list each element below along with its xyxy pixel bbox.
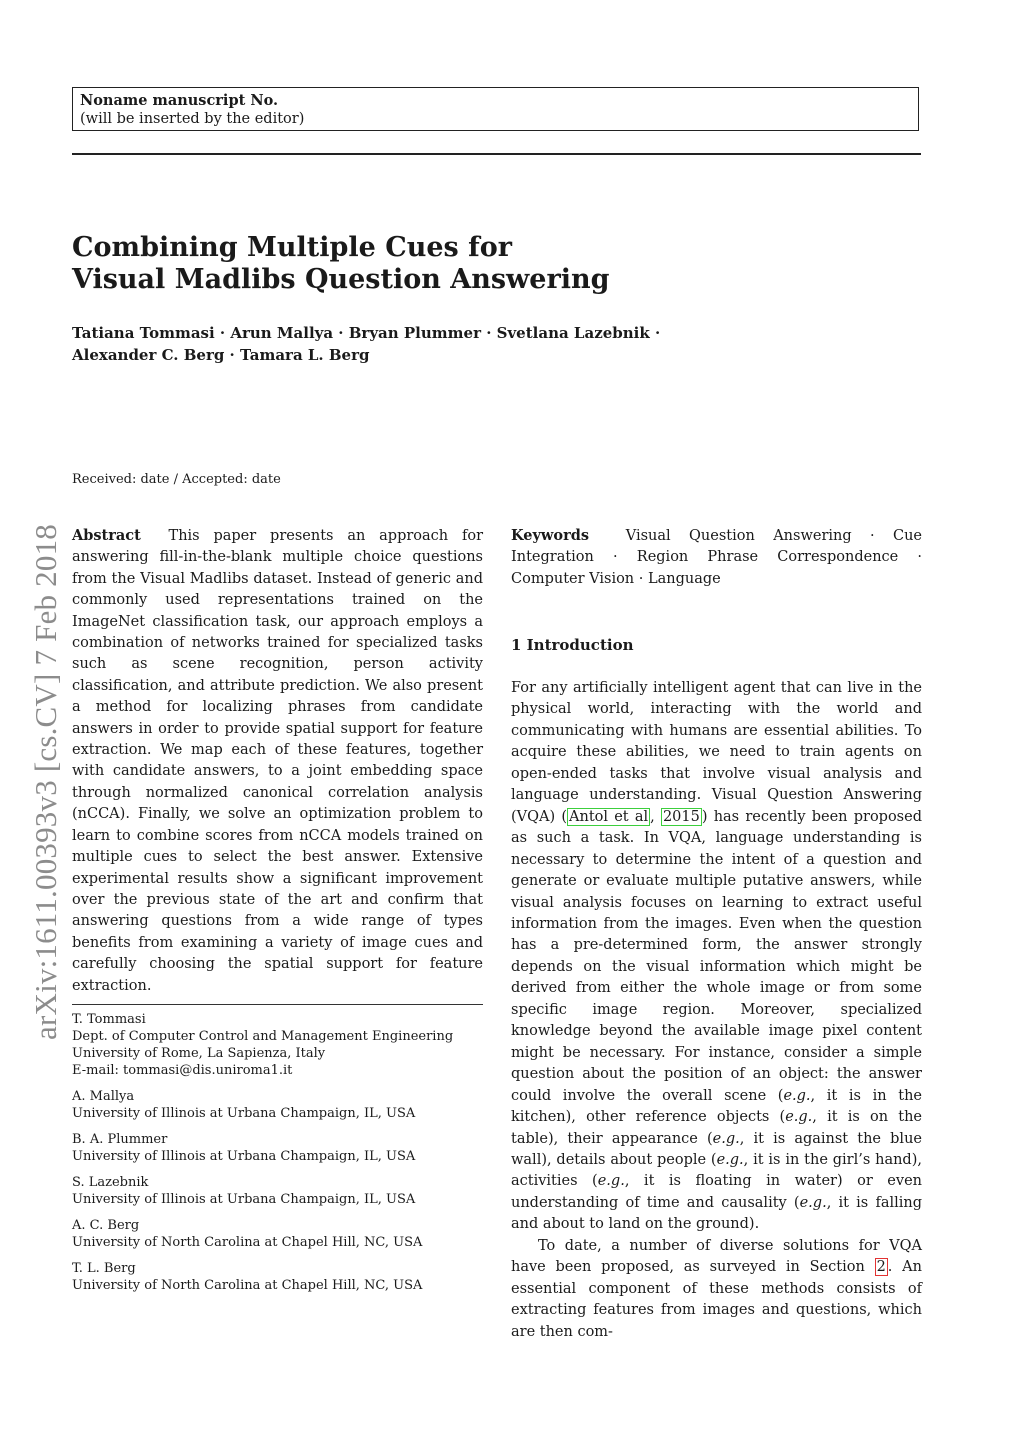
- abstract-label: Abstract: [72, 527, 141, 544]
- affiliation-line: University of North Carolina at Chapel Hill, NC, USA: [72, 1278, 423, 1293]
- section-ref-link[interactable]: [875, 1258, 888, 1276]
- citation-author[interactable]: Antol et al: [569, 808, 649, 825]
- affiliations: [72, 1011, 483, 1303]
- abstract-text: This paper presents an approach for answering fill-in-the-blank multiple choice questions from the Visual Madlibs dataset. Instead of generic and commonly used representations trained on the ImageNet classification task, our approach employs a combination of networks trained for specialized tasks such as scene recognition, person activity classification, and attribute prediction. We also present a method for localizing phrases from candidate answers in order to provide spatial support for feature extraction. We map each of these features, together with candidate answers, to a joint embedding space through normalized canonical correlation analysis (nCCA). Finally, we solve an optimization problem to learn to combine scores from nCCA models trained on multiple cues to select the best answer. Extensive experimental results show a significant improvement over the previous state of the art and confirm that answering questions from a wide range of types benefits from examining a variety of image cues and carefully choosing the spatial support for feature extraction.: [72, 528, 484, 994]
- citation-year[interactable]: 2015: [662, 808, 700, 825]
- affiliation-name: B. A. Plummer: [72, 1132, 168, 1147]
- affiliation-block: [72, 1088, 483, 1122]
- affiliation-name: A. Mallya: [72, 1089, 135, 1104]
- intro-text: , it is in the girl’s hand), activities (: [511, 1151, 922, 1190]
- intro-text: , it is in the kitchen), other reference objects (: [511, 1087, 922, 1126]
- citation-link-antol[interactable]: [567, 808, 650, 826]
- editor-note: (will be inserted by the editor): [80, 111, 305, 127]
- eg-abbrev: e.g.: [783, 1087, 811, 1104]
- arxiv-stamp[interactable]: arXiv:1611.00393v3 [cs.CV] 7 Feb 2018: [28, 524, 63, 1040]
- section-heading-introduction: 1 Introduction: [511, 636, 634, 654]
- manuscript-number: Noname manuscript No.: [80, 92, 279, 109]
- received-date: Received: date / Accepted: date: [72, 472, 281, 487]
- keywords-text: Visual Question Answering · Cue Integration · Region Phrase Correspondence · Computer Vision · Language: [511, 528, 922, 587]
- paper-title: [72, 232, 832, 296]
- eg-abbrev: e.g.: [597, 1173, 625, 1190]
- footnote-separator: [72, 1004, 483, 1005]
- intro-paragraph-1: [511, 678, 922, 1236]
- affiliation-line: University of Illinois at Urbana Champaign, IL, USA: [72, 1106, 416, 1121]
- affiliation-block: [72, 1174, 483, 1208]
- keywords: [511, 525, 922, 590]
- authors-line-2: Alexander C. Berg · Tamara L. Berg: [72, 346, 370, 364]
- affiliation-line: University of Illinois at Urbana Champaign, IL, USA: [72, 1149, 416, 1164]
- introduction-body: [511, 678, 922, 1343]
- affiliation-line: University of Illinois at Urbana Champaign, IL, USA: [72, 1192, 416, 1207]
- intro-text: , it is floating in water) or even understanding of time and causality (: [511, 1173, 923, 1211]
- affiliation-line: University of Rome, La Sapienza, Italy: [72, 1046, 326, 1061]
- affiliation-line: University of North Carolina at Chapel Hill, NC, USA: [72, 1235, 423, 1250]
- eg-abbrev: e.g.: [716, 1151, 744, 1168]
- citation-link-year[interactable]: [661, 808, 702, 826]
- header-rule: [72, 153, 921, 155]
- intro-text: For any artificially intelligent agent that can live in the physical world, interacting with the world and communicating with humans are essential abilities. To acquire these abilities, we need to train agents on open-ended tasks that involve visual analysis and language understanding. Visual Question Answering (VQA) (: [511, 680, 922, 825]
- abstract: [72, 525, 483, 997]
- affiliation-name: T. Tommasi: [72, 1012, 146, 1027]
- eg-abbrev: e.g.: [712, 1130, 740, 1147]
- keywords-label: Keywords: [511, 527, 590, 544]
- affiliation-name: A. C. Berg: [72, 1218, 140, 1233]
- affiliation-block: [72, 1260, 483, 1294]
- intro-text: . An essential component of these methods consists of extracting features from images and questions, which are then com-: [511, 1259, 922, 1340]
- title-line-2: Visual Madlibs Question Answering: [72, 264, 610, 295]
- author-list: [72, 322, 852, 366]
- citation-separator: ,: [650, 808, 661, 825]
- eg-abbrev: e.g.: [799, 1194, 827, 1211]
- intro-paragraph-2: [511, 1236, 922, 1343]
- affiliation-block: [72, 1131, 483, 1165]
- intro-text: , it is on the table), their appearance (: [511, 1109, 923, 1147]
- affiliation-block: [72, 1011, 483, 1079]
- authors-line-1: Tatiana Tommasi · Arun Mallya · Bryan Plummer · Svetlana Lazebnik ·: [72, 324, 661, 342]
- eg-abbrev: e.g.: [785, 1109, 813, 1126]
- affiliation-name: T. L. Berg: [72, 1261, 136, 1276]
- intro-text: , it is against the blue wall), details about people (: [511, 1130, 922, 1168]
- section-ref-number[interactable]: 2: [876, 1259, 886, 1276]
- affiliation-email: E-mail: tommasi@dis.uniroma1.it: [72, 1063, 293, 1078]
- affiliation-name: S. Lazebnik: [72, 1175, 149, 1190]
- affiliation-block: [72, 1217, 483, 1251]
- manuscript-header-box: [72, 87, 919, 131]
- affiliation-line: Dept. of Computer Control and Management Engineering: [72, 1029, 454, 1044]
- intro-text: To date, a number of diverse solutions for VQA have been proposed, as surveyed in Section: [511, 1237, 922, 1276]
- title-line-1: Combining Multiple Cues for: [72, 232, 512, 263]
- intro-text: , it is falling and about to land on the ground).: [511, 1194, 922, 1233]
- intro-text: ) has recently been proposed as such a task. In VQA, language understanding is necessary to determine the intent of a question and generate or evaluate multiple putative answers, while visual analysis focuses on learning to extract useful information from the images. Even when the question has a pre-determined form, the answer strongly depends on the visual information which might be derived from either the whole image or from some specific image region. Moreover, specialized knowledge beyond the available image pixel content might be necessary. For instance, consider a simple question about the position of an object: the answer could involve the overall scene (: [511, 808, 922, 1104]
